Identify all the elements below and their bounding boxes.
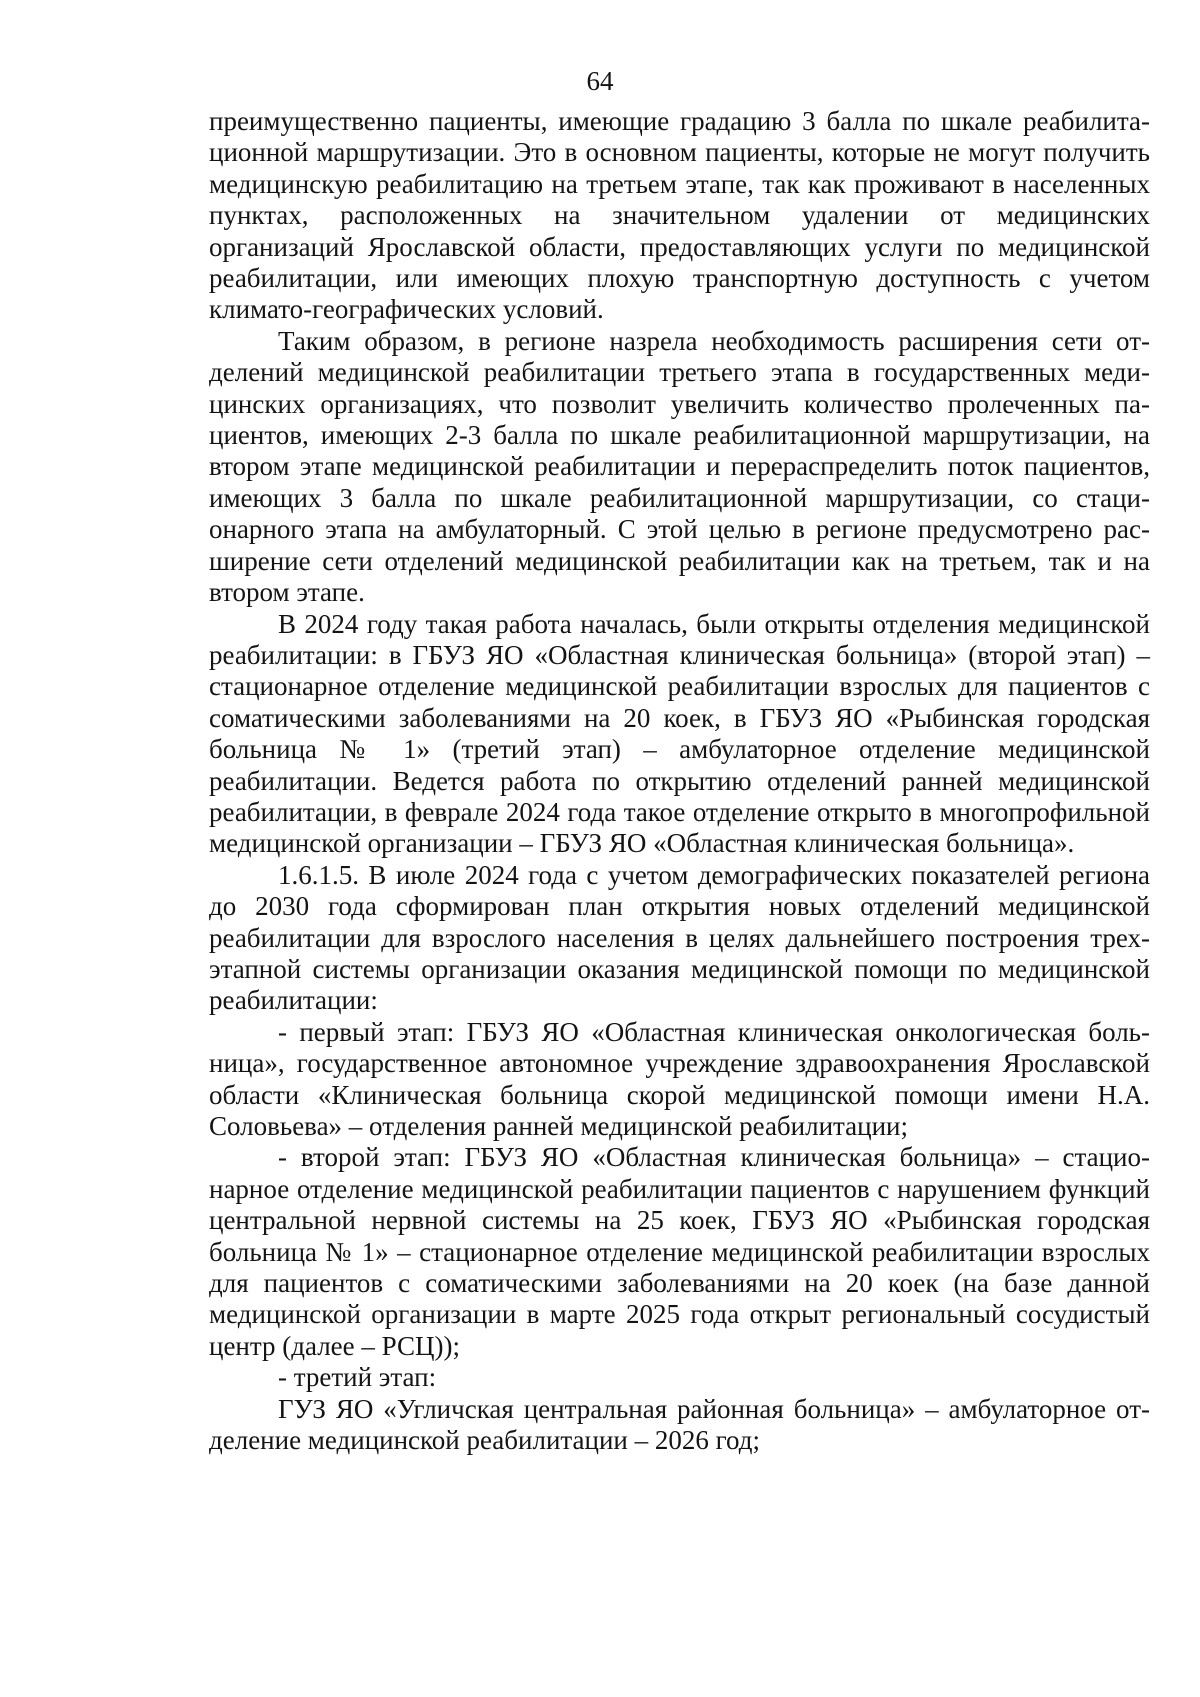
paragraph-continuation: преимущественно пациенты, имеющие градацию 3 балла по шкале реабилитационной маршрутизации. Это в основном пациенты, которые не могут получить медицинскую реабилитацию на третьем этапе, так как проживают в населенных пунктах, расположенных на значительном удалении от медицинских организаций Ярославской области, предоставляющих услуги по медицинской реабилитации, или имеющих плохую транспортную доступность с учетом климато-географических условий.: [209, 106, 1150, 325]
document-body: [209, 106, 1150, 1456]
paragraph-uglich-hospital: ГУЗ ЯО «Угличская центральная районная больница» – амбулаторное отделение медицинской реабилитации – 2026 год;: [209, 1393, 1150, 1456]
list-item-first-stage: - первый этап: ГБУЗ ЯО «Областная клиническая онкологическая больница», государственное автономное учреждение здравоохранения Ярославской области «Клиническая больница скорой медицинской помощи имени Н.А. Соловьева» – отделения ранней медицинской реабилитации;: [209, 1016, 1150, 1141]
paragraph-conclusion: Таким образом, в регионе назрела необходимость расширения сети отделений медицинской реабилитации третьего этапа в государственных медицинских организациях, что позволит увеличить количество пролеченных пациентов, имеющих 2-3 балла по шкале реабилитационной маршрутизации, на втором этапе медицинской реабилитации и перераспределить поток пациентов, имеющих 3 балла по шкале реабилитационной маршрутизации, со стационарного этапа на амбулаторный. С этой целью в регионе предусмотрено расширение сети отделений медицинской реабилитации как на третьем, так и на втором этапе.: [209, 325, 1150, 608]
list-item-third-stage: - третий этап:: [278, 1362, 437, 1393]
list-item-second-stage: - второй этап: ГБУЗ ЯО «Областная клиническая больница» – стационарное отделение медицинской реабилитации пациентов с нарушением функций центральной нервной системы на 25 коек, ГБУЗ ЯО «Рыбинская городская больница № 1» – стационарное отделение медицинской реабилитации взрослых для пациентов с соматическими заболеваниями на 20 коек (на базе данной медицинской организации в марте 2025 года открыт региональный сосудистый центр (далее – РСЦ));: [209, 1142, 1150, 1361]
page-number: 64: [586, 66, 614, 96]
paragraph-section-1-6-1-5: 1.6.1.5. В июле 2024 года с учетом демографических показателей региона до 2030 года сформирован план открытия новых отделений медицинской реабилитации для взрослого населения в целях дальнейшего построения трехэтапной системы организации оказания медицинской помощи по медицинской реабилитации:: [209, 859, 1150, 1016]
paragraph-2024-work: В 2024 году такая работа началась, были открыты отделения медицинской реабилитации: в ГБУЗ ЯО «Областная клиническая больница» (второй этап) – стационарное отделение медицинской реабилитации взрослых для пациентов с соматическими заболеваниями на 20 коек, в ГБУЗ ЯО «Рыбинская городская больница № 1» (третий этап) – амбулаторное отделение медицинской реабилитации. Ведется работа по открытию отделений ранней медицинской реабилитации, в феврале 2024 года такое отделение открыто в многопрофильной медицинской организации – ГБУЗ ЯО «Областная клиническая больница».: [209, 608, 1150, 859]
